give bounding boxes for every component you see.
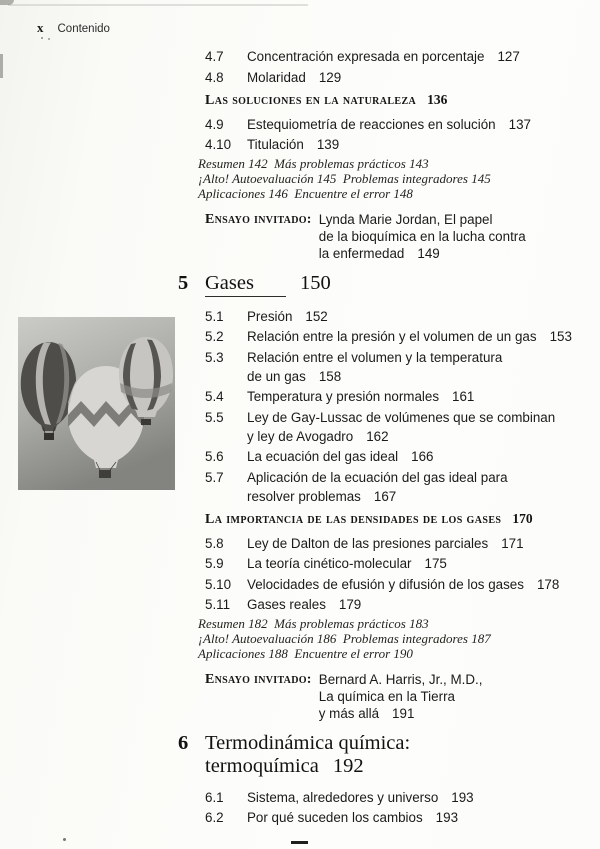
page-number: 139 bbox=[316, 137, 340, 152]
toc-content bbox=[178, 47, 590, 829]
entry-text: Presión 152 bbox=[247, 308, 328, 324]
page-number: 193 bbox=[451, 789, 474, 805]
entry-number: 5.11 bbox=[205, 597, 231, 612]
entry-text: Sistema, alrededores y universo 193 bbox=[247, 789, 474, 805]
entry-text: Ley de Dalton de las presiones parciales 171 bbox=[247, 535, 524, 551]
entry-number: 5.4 bbox=[205, 389, 224, 404]
entry-number: 5.6 bbox=[205, 449, 224, 464]
toc-entry bbox=[178, 307, 590, 326]
essay-label: Ensayo invitado: bbox=[205, 211, 312, 227]
subhead-text: Las soluciones en la naturaleza bbox=[205, 92, 417, 108]
toc-study-aids: Resumen 182 Más problemas prácticos 183 ¡Alto! Autoevaluación 186 Problemas integradores 187 Aplicaciones 188 Encuentre el error 190 bbox=[198, 615, 491, 661]
subhead-page-number: 136 bbox=[427, 91, 448, 107]
hot-air-balloons-photo bbox=[18, 317, 175, 490]
scan-edge-mark bbox=[0, 54, 3, 78]
toc-entry bbox=[178, 327, 590, 346]
folio-page-number: x bbox=[37, 20, 44, 35]
scan-edge-line bbox=[8, 4, 308, 6]
entry-text: Molaridad 129 bbox=[247, 69, 342, 85]
entry-number: 5.9 bbox=[205, 556, 224, 571]
toc-entry bbox=[178, 788, 590, 807]
page-number: 192 bbox=[332, 754, 364, 777]
entry-text: La ecuación del gas ideal 166 bbox=[247, 449, 434, 464]
entry-text: Velocidades de efusión y difusión de los gases 178 bbox=[247, 576, 560, 592]
toc-entry bbox=[178, 468, 590, 506]
toc-guest-essay bbox=[178, 671, 590, 722]
page-number: 178 bbox=[536, 576, 560, 592]
scan-speck bbox=[63, 838, 66, 841]
entry-text: Titulación 139 bbox=[247, 137, 340, 152]
toc-entry bbox=[178, 68, 590, 87]
page-number: 162 bbox=[366, 428, 389, 444]
entry-text: Aplicación de la ecuación del gas ideal para resolver problemas 167 bbox=[247, 469, 508, 504]
toc-entry bbox=[178, 575, 590, 594]
toc-entry bbox=[178, 534, 590, 553]
entry-number: 5.8 bbox=[205, 535, 224, 551]
page-number: 179 bbox=[338, 597, 362, 612]
toc-study-aids: Resumen 142 Más problemas prácticos 143 ¡Alto! Autoevaluación 145 Problemas integradores 145 Aplicaciones 146 Encuentre el error 148 bbox=[198, 155, 491, 201]
running-head-title: Contenido bbox=[57, 23, 110, 35]
entry-text: Ley de Gay-Lussac de volúmenes que se combinan y ley de Avogadro 162 bbox=[247, 409, 556, 444]
page-number: 161 bbox=[452, 389, 475, 404]
entry-text: Concentración expresada en porcentaje 127 bbox=[247, 49, 520, 64]
entry-number: 4.10 bbox=[205, 137, 232, 152]
chapter-number: 5 bbox=[178, 271, 189, 294]
toc-entry bbox=[178, 554, 590, 573]
chapter-number: 6 bbox=[178, 731, 189, 754]
page-number: 191 bbox=[392, 705, 415, 721]
scan-speck-dots bbox=[41, 37, 43, 39]
page-number: 127 bbox=[497, 49, 520, 64]
entry-text: La teoría cinético-molecular 175 bbox=[247, 556, 447, 571]
entry-number: 5.10 bbox=[205, 576, 232, 592]
toc-subheading bbox=[178, 510, 590, 529]
entry-number: 4.8 bbox=[205, 69, 224, 85]
page-number: 167 bbox=[373, 488, 397, 504]
scan-bottom-dash bbox=[291, 841, 308, 845]
page-header bbox=[37, 20, 110, 36]
entry-number: 4.7 bbox=[205, 49, 224, 64]
toc-chapter-heading bbox=[178, 732, 590, 778]
subhead-text: La importancia de las densidades de los gases bbox=[205, 511, 502, 527]
entry-number: 6.2 bbox=[205, 810, 224, 825]
entry-number: 5.2 bbox=[205, 329, 224, 344]
entry-number: 4.9 bbox=[205, 116, 224, 132]
entry-text: Relación entre la presión y el volumen de un gas 153 bbox=[247, 329, 572, 344]
toc-subheading bbox=[178, 91, 590, 110]
page-number: 137 bbox=[508, 116, 531, 132]
page-number: 166 bbox=[411, 449, 434, 464]
toc-entry bbox=[178, 387, 590, 406]
entry-text: Temperatura y presión normales 161 bbox=[247, 389, 475, 404]
page-number: 171 bbox=[501, 535, 524, 551]
entry-number: 5.5 bbox=[205, 409, 224, 425]
entry-text: Estequiometría de reacciones en solución 137 bbox=[247, 116, 531, 132]
toc-entry bbox=[178, 808, 590, 827]
essay-label: Ensayo invitado: bbox=[205, 671, 312, 687]
entry-number: 5.7 bbox=[205, 469, 224, 485]
toc-entry bbox=[178, 408, 590, 446]
toc-entry bbox=[178, 135, 590, 154]
page-number: 152 bbox=[305, 308, 328, 324]
page-number: 149 bbox=[417, 245, 440, 261]
page-number: 193 bbox=[435, 810, 459, 825]
toc-entry bbox=[178, 595, 590, 614]
essay-text: Bernard A. Harris, Jr., M.D., La química en la Tierra y más allá 191 bbox=[318, 671, 483, 721]
toc-guest-essay bbox=[178, 211, 590, 262]
toc-entry bbox=[178, 47, 590, 66]
chapter-title: Gases 150 bbox=[205, 272, 331, 297]
toc-entry bbox=[178, 115, 590, 134]
entry-text: Relación entre el volumen y la temperatura de un gas 158 bbox=[247, 349, 503, 384]
toc-entry bbox=[178, 348, 590, 386]
page-number: 150 bbox=[299, 271, 331, 294]
page-number: 129 bbox=[318, 69, 342, 85]
page-number: 175 bbox=[424, 556, 447, 571]
essay-text: Lynda Marie Jordan, El papel de la bioquímica en la lucha contra la enfermedad 149 bbox=[318, 211, 526, 261]
entry-number: 6.1 bbox=[205, 789, 224, 805]
chapter-title: Termodinámica química: termoquímica 192 bbox=[205, 731, 411, 777]
toc-chapter-heading bbox=[178, 272, 590, 297]
page-number: 158 bbox=[318, 368, 342, 384]
entry-number: 5.1 bbox=[205, 308, 224, 324]
entry-text: Gases reales 179 bbox=[247, 597, 362, 612]
subhead-page-number: 170 bbox=[512, 510, 533, 526]
entry-text: Por qué suceden los cambios 193 bbox=[247, 810, 459, 825]
entry-number: 5.3 bbox=[205, 349, 224, 365]
toc-entry bbox=[178, 447, 590, 466]
page-number: 153 bbox=[549, 329, 572, 344]
